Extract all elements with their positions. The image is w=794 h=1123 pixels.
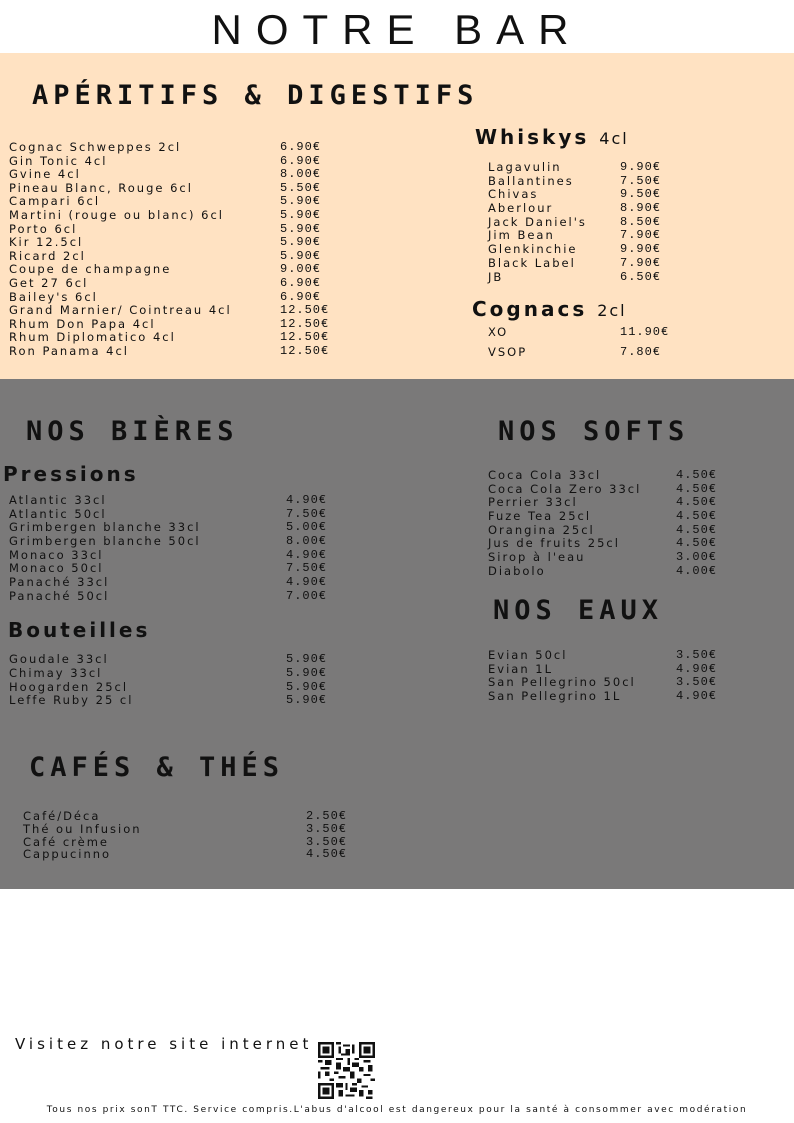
menu-item [488, 551, 728, 565]
menu-item-name: San Pellegrino 1L [488, 689, 622, 704]
menu-item-name: Jim Bean [488, 228, 555, 243]
menu-item-name: Black Label [488, 255, 576, 270]
menu-item-price: 4.90€ [286, 547, 328, 562]
menu-item-name: Sirop à l'eau [488, 550, 586, 565]
menu-item-name: Thé ou Infusion [23, 821, 142, 836]
menu-item-price: 5.90€ [280, 207, 322, 222]
menu-item [488, 483, 728, 497]
menu-item-price: 4.50€ [676, 495, 718, 510]
menu-item [9, 653, 329, 667]
menu-item-price: 6.90€ [280, 275, 322, 290]
pressions-list [9, 494, 329, 604]
menu-item-name: Panaché 33cl [9, 575, 110, 590]
aperitifs-heading: APÉRITIFS & DIGESTIFS [32, 80, 479, 111]
menu-item-price: 4.90€ [676, 689, 718, 704]
menu-item-name: JB [488, 269, 504, 284]
menu-item [9, 155, 329, 169]
menu-item [9, 223, 329, 237]
menu-item-price: 9.00€ [280, 262, 322, 277]
menu-item [9, 590, 329, 604]
menu-item-price: 9.50€ [620, 187, 662, 202]
bieres-heading: NOS BIÈRES [26, 416, 239, 447]
eaux-list [488, 649, 728, 704]
menu-item-name: Get 27 6cl [9, 275, 89, 290]
menu-item-price: 3.50€ [676, 675, 718, 690]
menu-item-name: XO [488, 325, 509, 339]
menu-item [9, 562, 329, 576]
page-title: NOTRE BAR [211, 6, 583, 53]
menu-item [9, 494, 329, 508]
menu-item-price: 6.90€ [280, 289, 322, 304]
menu-item [488, 510, 728, 524]
menu-item [9, 263, 329, 277]
menu-item-price: 7.90€ [620, 255, 662, 270]
menu-item-name: Ron Panama 4cl [9, 343, 129, 358]
menu-item-name: Grimbergen blanche 50cl [9, 534, 201, 549]
cognacs-title: Cognacs [472, 297, 588, 321]
menu-item-name: Kir 12.5cl [9, 235, 84, 250]
menu-item-name: Evian 1L [488, 661, 553, 676]
menu-item-name: Rhum Don Papa 4cl [9, 316, 156, 331]
menu-item-price: 7.80€ [620, 344, 662, 359]
menu-item [488, 565, 728, 579]
menu-item [488, 469, 728, 483]
menu-item [488, 202, 668, 216]
menu-item [9, 209, 329, 223]
menu-item-price: 5.90€ [280, 235, 322, 250]
menu-item [488, 326, 673, 346]
menu-item-name: Pineau Blanc, Rouge 6cl [9, 180, 193, 195]
menu-item [9, 535, 329, 549]
menu-item-name: Café crème [23, 834, 110, 849]
menu-item-price: 5.90€ [286, 693, 328, 708]
menu-item-name: Chimay 33cl [9, 665, 103, 680]
bouteilles-heading: Bouteilles [8, 618, 151, 642]
whiskys-list [488, 161, 668, 284]
menu-item [23, 810, 353, 823]
menu-item-price: 8.00€ [280, 167, 322, 182]
legal-disclaimer: Tous nos prix sonT TTC. Service compris.L'abus d'alcool est dangereux pour la santé à consommer avec modération [46, 1105, 748, 1115]
whiskys-title: Whiskys [475, 125, 590, 149]
whiskys-unit: 4cl [599, 129, 629, 148]
menu-item-name: Glenkinchie [488, 242, 578, 257]
menu-item-price: 5.90€ [286, 665, 328, 680]
menu-item-price: 3.50€ [676, 648, 718, 662]
menu-item-name: Orangina 25cl [488, 522, 595, 537]
menu-item [9, 291, 329, 305]
cafes-heading: CAFÉS & THÉS [29, 752, 285, 783]
menu-item-price: 3.50€ [306, 821, 348, 836]
menu-item-name: Chivas [488, 187, 539, 202]
menu-item [488, 537, 728, 551]
menu-item [9, 331, 329, 345]
menu-item-name: Cappucinno [23, 847, 112, 862]
menu-item [9, 141, 329, 155]
menu-item [9, 182, 329, 196]
menu-item [9, 236, 329, 250]
menu-item-name: Aberlour [488, 201, 554, 216]
whiskys-heading [475, 125, 629, 151]
menu-item-price: 11.90€ [620, 325, 670, 339]
menu-item-name: Grimbergen blanche 33cl [9, 520, 201, 535]
menu-item-price: 5.00€ [286, 520, 328, 535]
menu-item-name: Coca Cola Zero 33cl [488, 481, 642, 496]
menu-item [488, 663, 728, 677]
menu-item-name: Leffe Ruby 25 cl [9, 693, 134, 708]
menu-item-name: Goudale 33cl [9, 652, 109, 666]
menu-item-price: 6.90€ [280, 140, 322, 154]
cafes-list [23, 810, 353, 861]
cognacs-unit: 2cl [597, 301, 627, 320]
menu-item-price: 7.50€ [286, 506, 328, 521]
menu-item-name: Diabolo [488, 563, 546, 578]
menu-item-name: Ballantines [488, 173, 574, 188]
menu-item [488, 346, 673, 366]
menu-item-price: 12.50€ [280, 316, 330, 331]
menu-item-name: Jack Daniel's [488, 214, 587, 229]
menu-item [9, 549, 329, 563]
menu-item-price: 7.50€ [286, 561, 328, 576]
pressions-heading: Pressions [3, 462, 139, 486]
menu-item-price: 8.00€ [286, 534, 328, 549]
menu-item [488, 175, 668, 189]
menu-item [9, 694, 329, 708]
menu-item [9, 667, 329, 681]
menu-item-name: Porto 6cl [9, 221, 78, 236]
menu-item [9, 277, 329, 291]
menu-item-name: Lagavulin [488, 160, 562, 174]
menu-item [488, 649, 728, 663]
menu-item-name: Cognac Schweppes 2cl [9, 140, 182, 154]
softs-list [488, 469, 728, 579]
menu-item-price: 12.50€ [280, 303, 330, 318]
menu-item-price: 5.90€ [280, 221, 322, 236]
menu-item [9, 250, 329, 264]
menu-item-price: 4.50€ [306, 847, 348, 862]
menu-item-price: 12.50€ [280, 330, 330, 345]
menu-item-price: 9.90€ [620, 160, 662, 174]
menu-item [9, 681, 329, 695]
menu-item-price: 7.90€ [620, 228, 662, 243]
menu-item [23, 848, 353, 861]
menu-item [9, 304, 329, 318]
eaux-heading: NOS EAUX [493, 595, 664, 626]
menu-item [488, 496, 728, 510]
menu-item-price: 5.90€ [280, 194, 322, 209]
menu-item-price: 8.50€ [620, 214, 662, 229]
bouteilles-list [9, 653, 329, 708]
menu-item [488, 161, 668, 175]
menu-item-name: Rhum Diplomatico 4cl [9, 330, 176, 345]
menu-item-name: Monaco 50cl [9, 561, 104, 576]
menu-item-name: Campari 6cl [9, 194, 101, 209]
menu-item-price: 7.00€ [286, 588, 328, 603]
menu-item [9, 168, 329, 182]
menu-item-price: 4.50€ [676, 509, 718, 524]
menu-item-name: Bailey's 6cl [9, 289, 98, 304]
menu-item [23, 823, 353, 836]
menu-item [9, 318, 329, 332]
menu-item [488, 271, 668, 285]
menu-item-price: 5.90€ [286, 652, 328, 666]
menu-item [488, 243, 668, 257]
menu-item-name: Coupe de champagne [9, 262, 172, 277]
menu-item-name: San Pellegrino 50cl [488, 675, 636, 690]
menu-item-name: VSOP [488, 344, 528, 359]
menu-item [9, 521, 329, 535]
menu-item-price: 8.90€ [620, 201, 662, 216]
menu-item [9, 576, 329, 590]
menu-item-price: 4.50€ [676, 481, 718, 496]
qr-code-graphic [318, 1042, 375, 1099]
menu-item-price: 12.50€ [280, 343, 330, 358]
menu-item-name: Café/Déca [23, 809, 101, 823]
cognacs-heading [472, 297, 627, 323]
aperitifs-list [9, 141, 329, 359]
menu-item [9, 345, 329, 359]
menu-item-name: Jus de fruits 25cl [488, 536, 620, 551]
menu-item [488, 188, 668, 202]
menu-item-name: Fuze Tea 25cl [488, 509, 592, 524]
menu-item-price: 4.50€ [676, 522, 718, 537]
menu-item-price: 4.90€ [286, 493, 328, 507]
menu-item-name: Hoogarden 25cl [9, 679, 129, 694]
menu-item-price: 4.90€ [676, 661, 718, 676]
menu-item-price: 6.50€ [620, 269, 662, 284]
menu-item [488, 524, 728, 538]
menu-item-name: Atlantic 50cl [9, 506, 107, 521]
menu-item [9, 195, 329, 209]
menu-item-price: 5.90€ [286, 679, 328, 694]
menu-item-name: Ricard 2cl [9, 248, 86, 263]
menu-item-name: Evian 50cl [488, 648, 568, 662]
menu-item-price: 3.50€ [306, 834, 348, 849]
menu-item [9, 508, 329, 522]
menu-item-price: 3.00€ [676, 550, 718, 565]
cognacs-list [488, 326, 673, 365]
menu-item-name: Coca Cola 33cl [488, 468, 602, 482]
menu-item-price: 2.50€ [306, 809, 348, 823]
menu-item-price: 4.00€ [676, 563, 718, 578]
menu-item-price: 7.50€ [620, 173, 662, 188]
menu-item-price: 5.50€ [280, 180, 322, 195]
menu-item [488, 676, 728, 690]
menu-item-price: 5.90€ [280, 248, 322, 263]
menu-item-name: Gvine 4cl [9, 167, 81, 182]
menu-item [488, 257, 668, 271]
menu-item-name: Monaco 33cl [9, 547, 104, 562]
menu-item-price: 9.90€ [620, 242, 662, 257]
menu-item [488, 690, 728, 704]
menu-item-name: Panaché 50cl [9, 588, 110, 603]
menu-item-price: 4.50€ [676, 468, 718, 482]
menu-item-name: Perrier 33cl [488, 495, 578, 510]
softs-heading: NOS SOFTS [498, 416, 690, 447]
menu-item-name: Atlantic 33cl [9, 493, 107, 507]
menu-item-price: 4.90€ [286, 575, 328, 590]
menu-item-price: 4.50€ [676, 536, 718, 551]
menu-item [488, 229, 668, 243]
qr-code-icon[interactable] [318, 1042, 375, 1099]
menu-item-name: Gin Tonic 4cl [9, 153, 108, 168]
menu-item-name: Grand Marnier/ Cointreau 4cl [9, 303, 232, 318]
menu-item-name: Martini (rouge ou blanc) 6cl [9, 207, 224, 222]
menu-item [488, 216, 668, 230]
website-link[interactable]: Visitez notre site internet [15, 1035, 313, 1053]
menu-item-price: 6.90€ [280, 153, 322, 168]
